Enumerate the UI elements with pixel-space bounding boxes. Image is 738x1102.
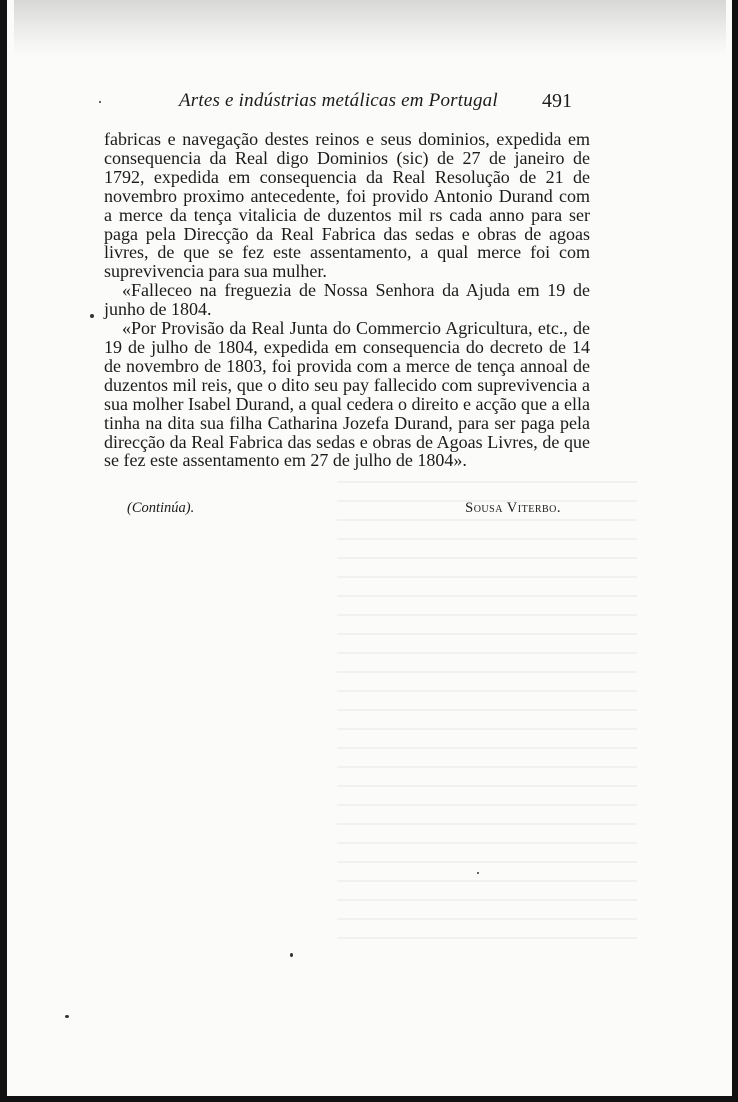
continued-label: (Continúa). bbox=[127, 500, 195, 516]
bleed-through bbox=[337, 470, 637, 940]
body-text bbox=[104, 130, 590, 470]
running-title: Artes e indústrias metálicas em Portugal bbox=[179, 90, 498, 111]
article-footer bbox=[127, 500, 561, 520]
page-number: 491 bbox=[542, 90, 572, 112]
paragraph-1: fabricas e navegação destes reinos e seus dominios, expedida em consequencia da Real digo Dominios (sic) de 27 de janeiro de 1792, expedida em consequencia da Real Resolução de 21 de novembro proximo antecedente, foi provido Antonio Durand com a merce da tença vitalicia de duzentos mil rs cada anno para ser paga pela Direcção da Real Fabrica das sedas e obras de agoas livres, de que se fez este assentamento, a qual merce foi com suprevivencia para sua mulher. bbox=[104, 129, 590, 282]
paragraph-2: «Falleceo na freguezia de Nossa Senhora da Ajuda em 19 de junho de 1804. bbox=[104, 280, 590, 320]
scan-shadow bbox=[14, 0, 726, 58]
ink-speck bbox=[477, 872, 479, 874]
ink-speck bbox=[99, 101, 101, 103]
ink-speck bbox=[90, 314, 94, 318]
ink-speck bbox=[65, 1015, 69, 1018]
paragraph-3: «Por Provisão da Real Junta do Commercio Agricultura, etc., de 19 de julho de 1804, expedida em consequencia do decreto de 14 de novembro de 1803, foi provida com a merce de tença annoal de duzentos mil reis, que o dito seu pay fallecido com suprevivencia a sua molher Isabel Durand, a qual cedera o direito e acção que a ella tinha na dita sua filha Catharina Jozefa Durand, para ser paga pela direcção da Real Fabrica das sedas e obras de Agoas Livres, de que se fez este assentamento em 27 de julho de 1804». bbox=[104, 318, 590, 471]
author-signature: Sousa Viterbo. bbox=[465, 500, 561, 516]
ink-speck bbox=[290, 953, 293, 957]
